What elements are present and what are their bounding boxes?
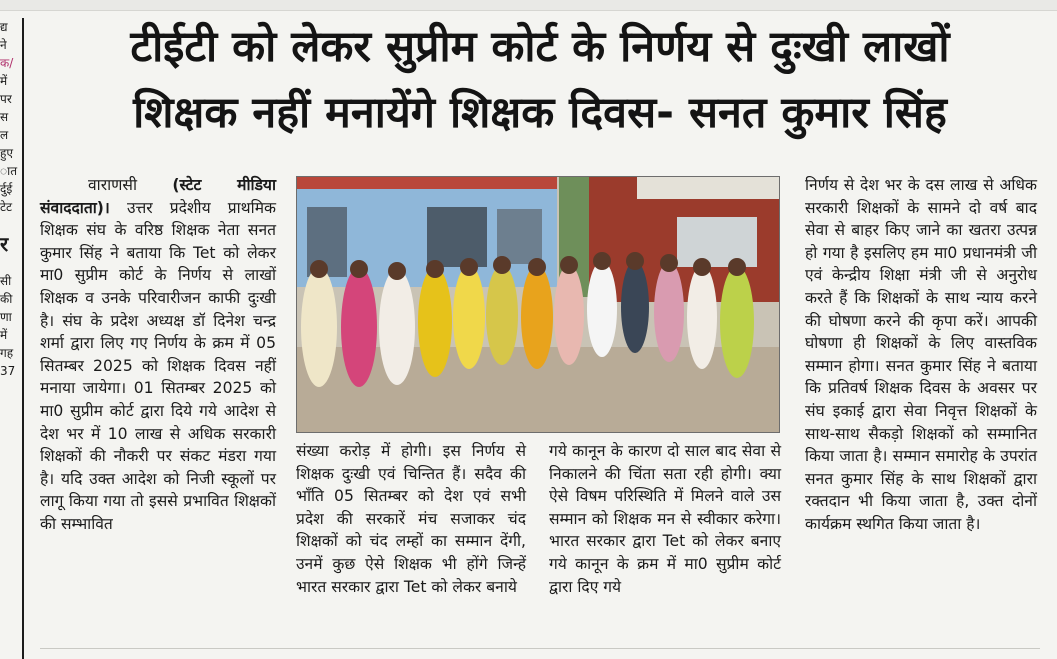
margin-fragment: ात — [0, 164, 18, 178]
margin-gap — [0, 216, 22, 230]
margin-heading-fragment: र — [0, 232, 9, 256]
person — [654, 262, 684, 362]
blue-building-roof-trim — [297, 177, 557, 189]
head — [388, 262, 406, 280]
column-1-body: उत्तर प्रदेशीय प्राथमिक शिक्षक संघ के वरिष्ठ शिक्षक नेता सनत कुमार सिंह ने बताया कि Tet को लेकर मा0 सुप्रीम कोर्ट के निर्णय से लाखों शिक्षक व उनके परिवारीजन काफी दुःखी है। संघ के प्रदेश अध्यक्ष डॉ दिनेश चन्द्र शर्मा द्वारा लिए गए निर्णय के क्रम में 05 सितम्बर 2025 को शिक्षक दिवस नहीं मनाया जायेगा। 01 सितम्बर 2025 को मा0 सुप्रीम कोर्ट द्वारा दिये गये आदेश से देश भर में 10 लाख से अधिक सरकारी शिक्षकों की नौकरी पर संकट मंडरा गया है। यदि उक्त आदेश को निजी स्कूलों पर लागू किया गया तो इससे प्रभावित शिक्षकों की सम्भावित — [40, 198, 276, 533]
person — [418, 267, 452, 377]
article-column-3: गये कानून के कारण दो साल बाद सेवा से निकालने की चिंता सता रही होगी। क्या ऐसे विषम परिस्थिति में मिलने वाले उस सम्मान को शिक्षक मन से स्वीकार करेगा। भारत सरकार द्वारा Tet को लेकर बनाए गये कानून के क्रम में मा0 सुप्रीम कोर्ट द्वारा दिए गये — [549, 442, 781, 596]
margin-fragment: क/ — [0, 56, 14, 70]
photo-illustration — [297, 177, 779, 432]
person — [554, 265, 584, 365]
article-column-4: निर्णय से देश भर के दस लाख से अधिक सरकारी शिक्षकों के सामने दो वर्ष बाद सेवा से बाहर किए जाने का खतरा उत्पन्न हो गया है इसलिए हम मा0 प्रधानमंत्री जी एवं केन्द्रीय शिक्षा मंत्री जी से अनुरोध करते हैं कि शिक्षकों के साथ न्याय करने की घोषणा करने की कृपा करें। आपकी घोषणा ही शिक्षकों के लिए वास्तविक सम्मान होगा। सनत कुमार सिंह ने बताया कि प्रतिवर्ष शिक्षक दिवस के अवसर पर संघ इकाई द्वारा सेवा निवृत्त शिक्षकों के साथ-साथ सैकड़ो शिक्षकों को सम्मानित किया जाता है। सम्मान समारोह के उपरांत सनत कुमार सिंह के साथ शिक्षकों द्वारा रक्तदान भी किया जाता है, उक्त दोनों कार्यक्रम स्थगित किया जाता है। — [805, 176, 1037, 533]
head — [728, 258, 746, 276]
margin-fragment: र्दुई — [0, 182, 13, 196]
head — [460, 258, 478, 276]
margin-fragment: की — [0, 292, 13, 306]
head — [593, 252, 611, 270]
person — [621, 261, 649, 353]
head — [350, 260, 368, 278]
person — [687, 265, 717, 369]
byline-tag: (स्टेट मीडिया संवाददाता)। — [40, 176, 276, 217]
person — [486, 265, 518, 365]
margin-gap — [0, 258, 22, 272]
person — [453, 265, 485, 369]
head — [560, 256, 578, 274]
head — [493, 256, 511, 274]
margin-fragment: द्य — [0, 20, 8, 34]
person — [720, 266, 754, 378]
person — [341, 267, 377, 387]
head — [426, 260, 444, 278]
byline-city: वाराणसी — [88, 176, 137, 194]
window — [427, 207, 487, 267]
margin-fragment: टेट — [0, 200, 13, 214]
banner — [637, 177, 779, 199]
margin-fragment: गह — [0, 346, 14, 360]
headline-line-1: टीईटी को लेकर सुप्रीम कोर्ट के निर्णय से दुःखी लाखों — [130, 22, 950, 72]
bottom-divider — [40, 648, 1040, 649]
margin-fragment: स — [0, 110, 9, 124]
person — [521, 265, 553, 369]
margin-fragment: में — [0, 328, 8, 342]
margin-fragment: 37 — [0, 364, 16, 378]
headline-line-2: शिक्षक नहीं मनायेंगे शिक्षक दिवस- सनत कुमार सिंह — [133, 88, 947, 138]
article-column-2: संख्या करोड़ में होगी। इस निर्णय से शिक्षक दुःखी एवं चिन्तित हैं। सदैव की भाँति 05 सितम्बर को देश एवं सभी प्रदेश की सरकारें मंच सजाकर चंद शिक्षकों को चंद लम्हों का सम्मान देंगी, उनमें कुछ ऐसे शिक्षक भी होंगे जिन्हें भारत सरकार द्वारा Tet को लेकर बनाये — [296, 442, 526, 596]
window — [497, 209, 542, 264]
margin-fragment: ने — [0, 38, 7, 52]
person — [379, 269, 415, 385]
article-column-1 — [40, 174, 276, 536]
margin-fragment: ल — [0, 128, 9, 142]
head — [660, 254, 678, 272]
head — [310, 260, 328, 278]
margin-fragment: णा — [0, 310, 12, 324]
person — [301, 267, 337, 387]
margin-fragment: सी — [0, 274, 12, 288]
margin-fragment: हुए — [0, 146, 14, 160]
previous-article-strip — [0, 0, 1057, 11]
shutter — [677, 217, 757, 267]
person — [587, 261, 617, 357]
head — [626, 252, 644, 270]
margin-fragment: पर — [0, 92, 12, 106]
margin-fragment: में — [0, 74, 8, 88]
headline — [38, 14, 1042, 146]
head — [693, 258, 711, 276]
adjacent-column-fragment — [0, 18, 24, 659]
news-photo-teachers-group — [296, 176, 780, 433]
head — [528, 258, 546, 276]
